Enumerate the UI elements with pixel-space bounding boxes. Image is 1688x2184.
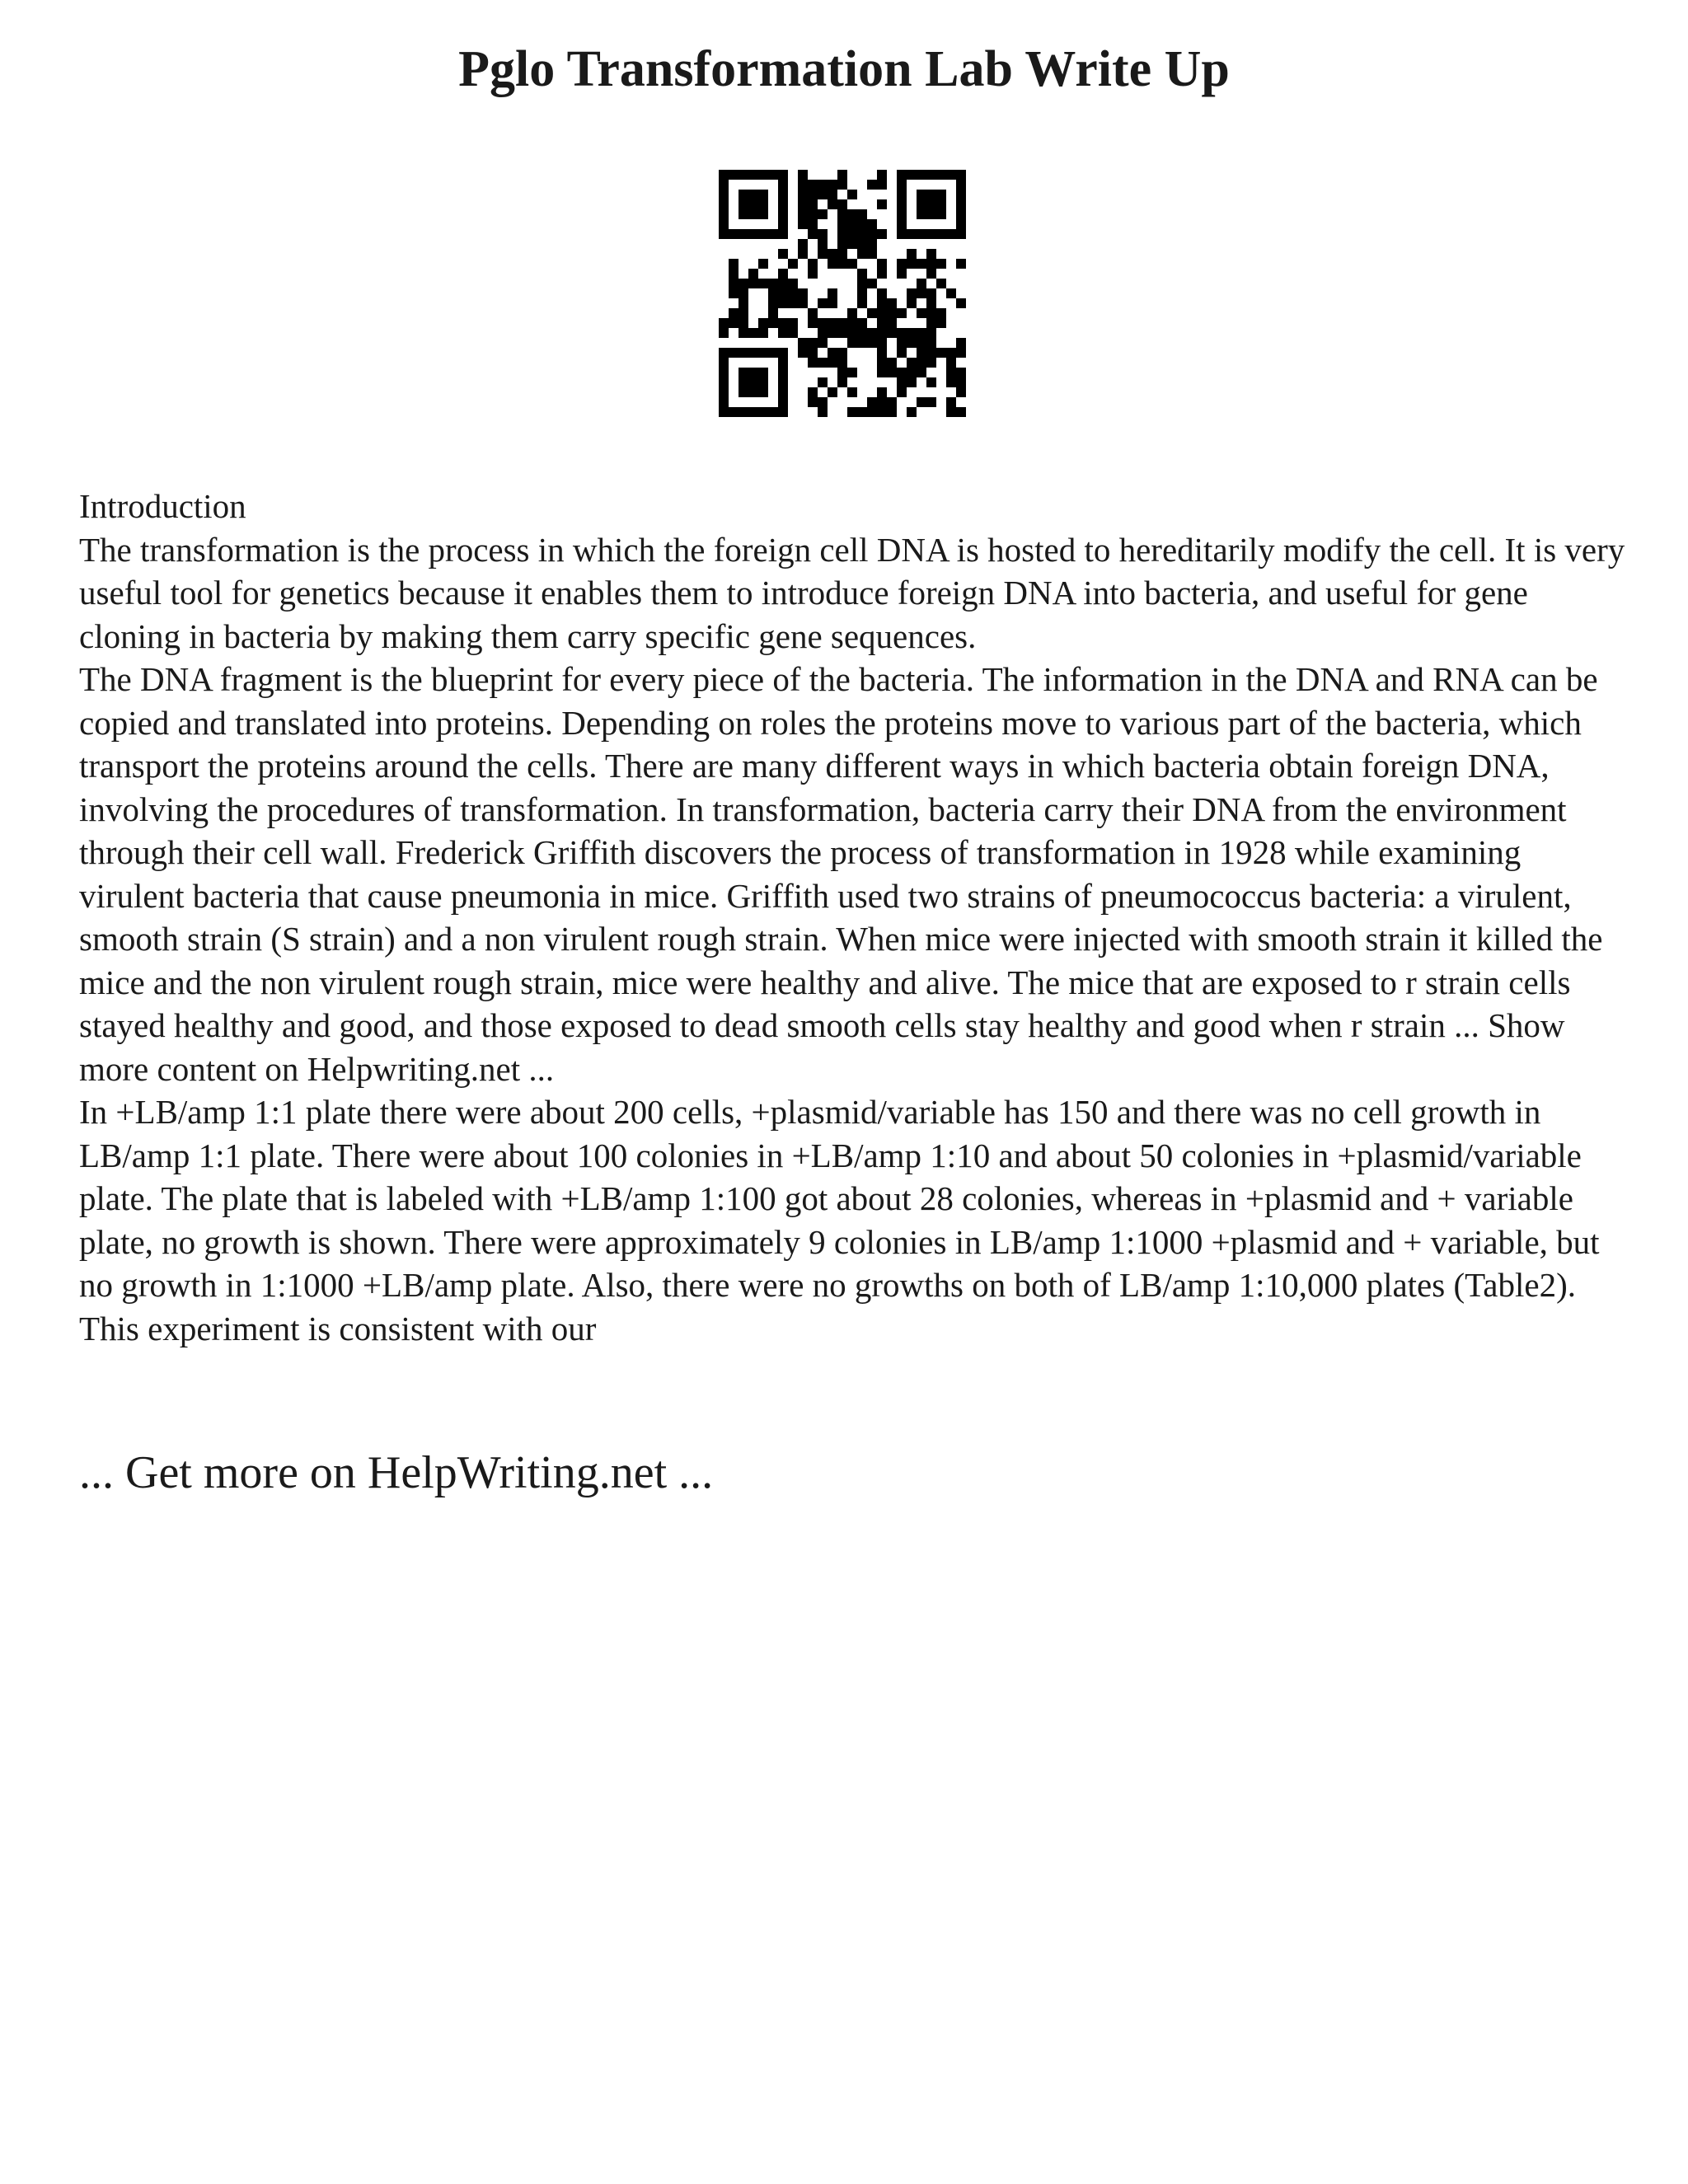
paragraph-results: In +LB/amp 1:1 plate there were about 200 cells, +plasmid/variable has 150 and there was no cell growth in LB/amp 1:1 plate. There were about 100 colonies in +LB/amp 1:10 and about 50 colonies in +plasmid/variable plate. The plate that is labeled with +LB/amp 1:100 got about 28 colonies, whereas in +plasmid and + variable plate, no growth is shown. There were approximately 9 colonies in LB/amp 1:1000 +plasmid and + variable, but no growth in 1:1000 +LB/amp plate. Also, there were no growths on both of LB/amp 1:10,000 plates (Table2). This experiment is consistent with our [79, 1093, 1600, 1347]
section-heading: Introduction [79, 487, 246, 525]
paragraph-dna: The DNA fragment is the blueprint for every piece of the bacteria. The information in the DNA and RNA can be copied and translated into proteins. Depending on roles the proteins move to various part of the bacteria, which transport the proteins around the cells. There are many different ways in which bacteria obtain foreign DNA, involving the procedures of transformation. In transformation, bacteria carry their DNA from the environment through their cell wall. Frederick Griffith discovers the process of transformation in 1928 while examining virulent bacteria that cause pneumonia in mice. Griffith used two strains of pneumococcus bacteria: a virulent, smooth strain (S strain) and a non virulent rough strain. When mice were injected with smooth strain it killed the mice and the non virulent rough strain, mice were healthy and alive. The mice that are exposed to r strain cells stayed healthy and good, and those exposed to dead smooth cells stay healthy and good when r strain ... Show more content on Helpwriting.net ... [79, 660, 1603, 1088]
get-more-link[interactable]: ... Get more on HelpWriting.net ... [79, 1447, 714, 1498]
document-body [79, 485, 1629, 1350]
qr-code-icon[interactable] [719, 170, 966, 417]
paragraph-intro: The transformation is the process in which the foreign cell DNA is hosted to hereditarily modify the cell. It is very useful tool for genetics because it enables them to introduce foreign DNA into bacteria, and useful for gene cloning in bacteria by making them carry specific gene sequences. [79, 530, 1625, 655]
page-title: Pglo Transformation Lab Write Up [458, 41, 1230, 97]
